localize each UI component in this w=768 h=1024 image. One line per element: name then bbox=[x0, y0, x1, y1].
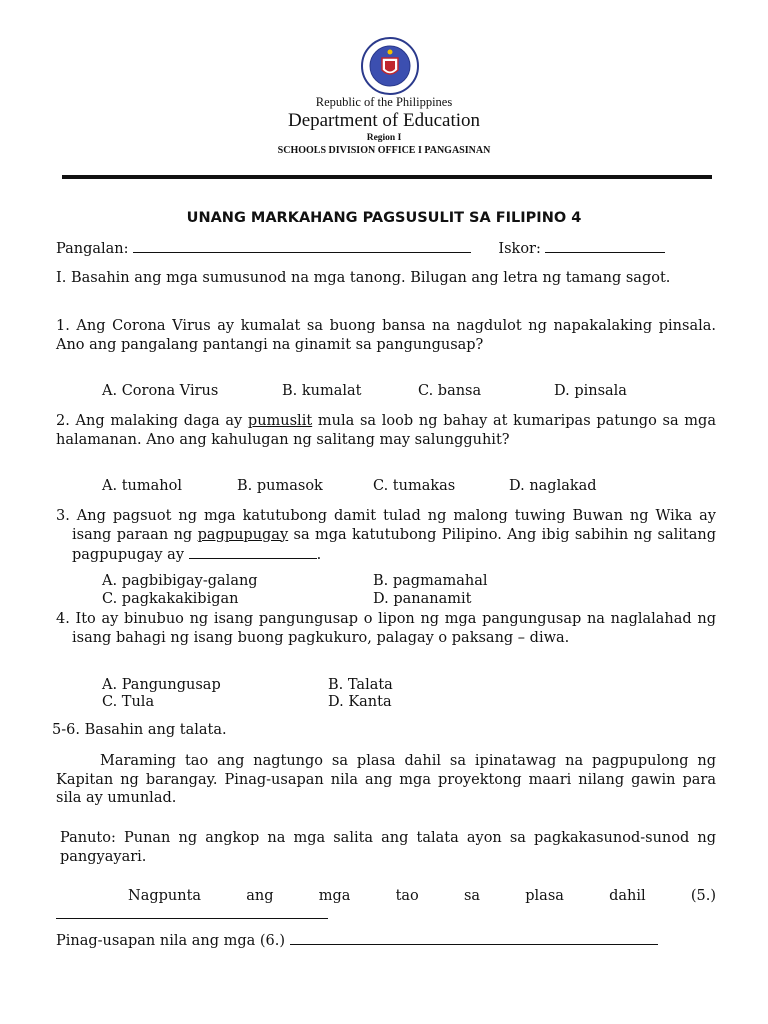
score-field[interactable] bbox=[545, 238, 665, 253]
directions: Panuto: Punan ng angkop na mga salita ang talata ayon sa pagkakasunod-sunod ng pangyayari. bbox=[60, 830, 716, 865]
question-2 bbox=[56, 412, 716, 449]
q3-underlined-word: pagpupugay bbox=[197, 526, 289, 543]
question-4: 4. Ito ay binubuo ng isang pangungusap o lipon ng mga pangungusap na naglalahad ng isang bahagi ng isang buong pagkukuro, palagay o paksang – diwa. bbox=[56, 611, 716, 646]
name-label: Pangalan: bbox=[56, 241, 129, 257]
q1-option-b[interactable]: B. kumalat bbox=[282, 383, 362, 399]
fill-in-line-6-text: Pinag-usapan nila ang mga (6.) bbox=[56, 933, 286, 949]
reading-passage: Maraming tao ang nagtungo sa plasa dahil sa ipinatawag na pagpupulong ng Kapitan ng barangay. Pinag-usapan nila ang mga proyektong maari nilang gawin para sila ay umunlad. bbox=[56, 753, 716, 806]
q3-answer-blank[interactable] bbox=[189, 544, 317, 559]
q2-text-end: mula sa loob ng bahay at kumaripas patungo sa mga halamanan. Ano ang kahulugan ng salitang may salungguhit? bbox=[56, 413, 716, 448]
fill-in-line-6 bbox=[56, 930, 658, 949]
q1-option-c[interactable]: C. bansa bbox=[418, 383, 482, 399]
q2-option-a[interactable]: A. tumahol bbox=[102, 478, 182, 494]
q1-option-d[interactable]: D. pinsala bbox=[554, 383, 627, 399]
question-5-6-label: 5-6. Basahin ang talata. bbox=[52, 722, 227, 738]
q4-option-d[interactable]: D. Kanta bbox=[328, 694, 392, 710]
q4-option-b[interactable]: B. Talata bbox=[328, 677, 393, 693]
score-label: Iskor: bbox=[498, 241, 541, 257]
q3-text-start: 3. Ang pagsuot ng mga katutubong damit tulad ng malong tuwing Buwan ng Wika ay isang paraan ng bbox=[56, 508, 716, 543]
q2-text-start: 2. Ang malaking daga ay bbox=[56, 413, 248, 429]
deped-seal-icon bbox=[360, 36, 420, 96]
q2-option-d[interactable]: D. naglakad bbox=[509, 478, 597, 494]
answer-5-blank[interactable] bbox=[56, 904, 328, 919]
header-divider bbox=[62, 175, 712, 179]
exam-title: UNANG MARKAHANG PAGSUSULIT SA FILIPINO 4 bbox=[186, 210, 582, 226]
q3-period: . bbox=[316, 547, 322, 563]
q3-option-a[interactable]: A. pagbibigay-galang bbox=[102, 573, 258, 589]
q3-text-end: sa mga katutubong Pilipino. Ang ibig sabihin ng salitang pagpupugay ay bbox=[72, 526, 716, 563]
q4-option-a[interactable]: A. Pangungusap bbox=[102, 677, 221, 693]
region-label: Region I bbox=[366, 133, 402, 143]
republic-label: Republic of the Philippines bbox=[315, 95, 453, 109]
department-label: Department of Education bbox=[287, 110, 481, 131]
name-score-row bbox=[56, 238, 665, 257]
instructions: I. Basahin ang mga sumusunod na mga tanong. Bilugan ang letra ng tamang sagot. bbox=[56, 270, 671, 286]
q3-option-c[interactable]: C. pagkakakibigan bbox=[102, 591, 239, 607]
name-field[interactable] bbox=[133, 238, 471, 253]
q3-option-d[interactable]: D. pananamit bbox=[373, 591, 472, 607]
q4-option-c[interactable]: C. Tula bbox=[102, 694, 155, 710]
question-1: 1. Ang Corona Virus ay kumalat sa buong bansa na nagdulot ng napakalaking pinsala. Ano ang pangalang pantangi na ginamit sa pangungusap? bbox=[56, 318, 716, 353]
answer-6-blank[interactable] bbox=[290, 930, 658, 945]
question-3 bbox=[56, 507, 716, 565]
q2-underlined-word: pumuslit bbox=[247, 413, 313, 429]
q2-option-b[interactable]: B. pumasok bbox=[237, 478, 323, 494]
division-label: SCHOOLS DIVISION OFFICE I PANGASINAN bbox=[277, 145, 491, 156]
fill-in-line-5: Nagpunta ang mga tao sa plasa dahil (5.) bbox=[128, 888, 716, 904]
q3-option-b[interactable]: B. pagmamahal bbox=[373, 573, 488, 589]
q1-option-a[interactable]: A. Corona Virus bbox=[102, 383, 219, 399]
q2-option-c[interactable]: C. tumakas bbox=[373, 478, 456, 494]
